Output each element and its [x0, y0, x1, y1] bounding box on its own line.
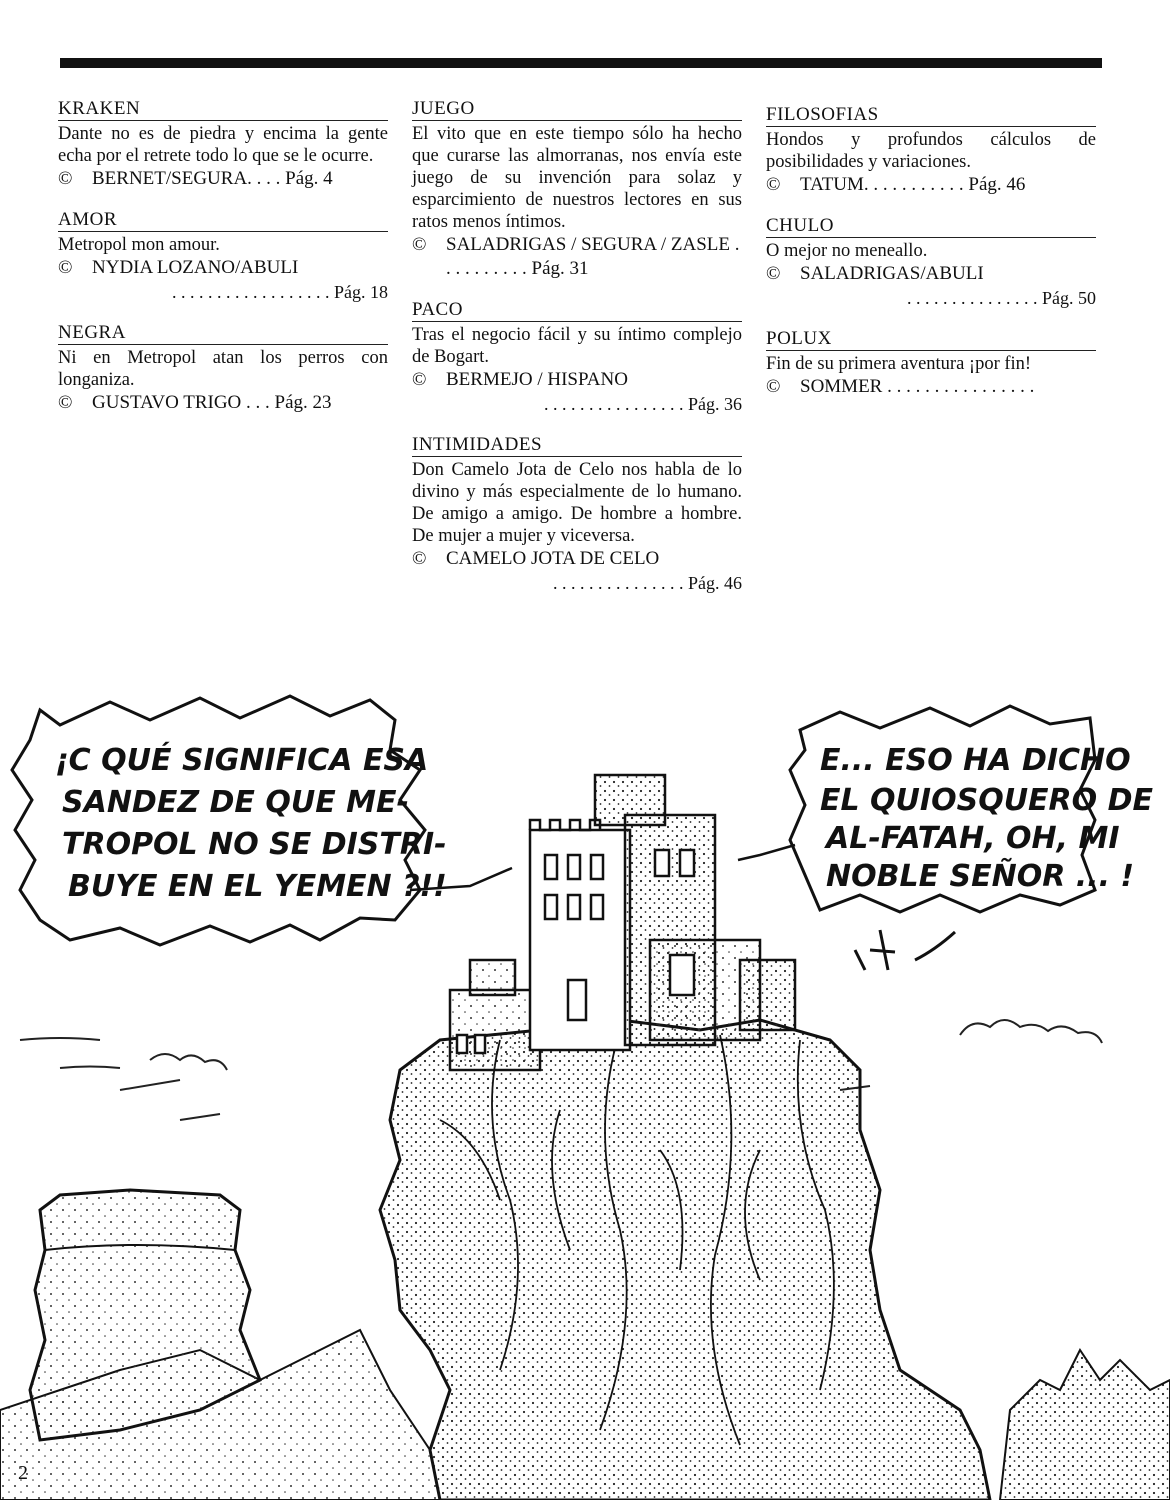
credit-text: BERMEJO / HISPANO: [446, 369, 628, 390]
credit-text: GUSTAVO TRIGO . . . Pág. 23: [92, 392, 332, 413]
bubble-left-line-3: TROPOL NO SE DISTRI-: [62, 827, 447, 862]
credit-text: NYDIA LOZANO/ABULI: [92, 257, 299, 278]
credit-text: BERNET/SEGURA. . . . Pág. 4: [92, 168, 333, 189]
copyright-icon: ©: [412, 234, 427, 255]
entry-juego[interactable]: [412, 98, 742, 281]
entry-title: PACO: [412, 299, 742, 322]
copyright-icon: ©: [412, 548, 427, 569]
entry-title: NEGRA: [58, 322, 388, 345]
entry-negra[interactable]: [58, 322, 388, 415]
copyright-icon: ©: [58, 392, 73, 413]
entry-credit: [58, 391, 388, 415]
right-rocks: [1000, 1350, 1170, 1500]
copyright-icon: ©: [58, 168, 73, 189]
entry-description: Hondos y profundos cálculos de posibilidades y variaciones.: [766, 130, 1096, 172]
entry-chulo[interactable]: [766, 215, 1096, 310]
entry-credit: [58, 256, 388, 280]
entry-credit: [766, 262, 1096, 286]
entry-description: Metropol mon amour.: [58, 235, 220, 255]
entry-description: Tras el negocio fácil y su íntimo complejo de Bogart.: [412, 325, 742, 367]
page-reference: . . . . . . . . . . . . . . . . . . Pág. 18: [172, 282, 388, 302]
entry-description: Fin de su primera aventura ¡por fin!: [766, 354, 1032, 374]
credit-text: CAMELO JOTA DE CELO: [446, 548, 660, 569]
page-number: 2: [18, 1462, 28, 1484]
entry-description: Ni en Metropol atan los perros con longaniza.: [58, 348, 388, 390]
column-left: [58, 98, 388, 433]
speech-bubble-right: [738, 706, 1153, 912]
page-reference: . . . . . . . . . . . . . . . Pág. 46: [553, 573, 742, 593]
bubble-left-line-2: SANDEZ DE QUE ME-: [62, 785, 409, 820]
credit-text: SALADRIGAS / SEGURA / ZASLE . . . . . . . . . . Pág. 31: [446, 234, 740, 279]
credit-text: TATUM. . . . . . . . . . . Pág. 46: [800, 174, 1026, 195]
bubble-right-line-3: AL-FATAH, OH, MI: [826, 821, 1120, 856]
credit-text: SALADRIGAS/ABULI: [800, 263, 984, 284]
page-reference: . . . . . . . . . . . . . . . . Pág. 36: [544, 394, 742, 414]
entry-description: Don Camelo Jota de Celo nos habla de lo divino y más especialmente de lo humano. De amigo a amigo. De hombre a hombre. De mujer a mujer y viceversa.: [412, 460, 742, 546]
entry-title: AMOR: [58, 209, 388, 232]
entry-title: KRAKEN: [58, 98, 388, 121]
entry-title: POLUX: [766, 328, 1096, 351]
bubble-right-line-2: EL QUIOSQUERO DE: [820, 783, 1153, 818]
column-middle: [412, 98, 742, 613]
bubble-left-line-4: BUYE EN EL YEMEN ?!!: [68, 869, 447, 904]
speech-bubble-left: [12, 696, 512, 945]
bubble-left-line-1: ¡C QUÉ SIGNIFICA ESA: [55, 743, 429, 778]
entry-polux[interactable]: [766, 328, 1096, 399]
rock-pillar: [380, 1020, 990, 1500]
column-right: [766, 104, 1096, 417]
copyright-icon: ©: [58, 257, 73, 278]
entry-kraken[interactable]: [58, 98, 388, 191]
entry-credit: [412, 233, 742, 281]
credit-text: SOMMER . . . . . . . . . . . . . . . .: [800, 376, 1035, 397]
page-reference: . . . . . . . . . . . . . . . Pág. 50: [907, 288, 1096, 308]
entry-title: CHULO: [766, 215, 1096, 238]
entry-title: FILOSOFIAS: [766, 104, 1096, 127]
bubble-right-line-1: E... ESO HA DICHO: [820, 743, 1131, 778]
copyright-icon: ©: [766, 263, 781, 284]
entry-amor[interactable]: [58, 209, 388, 304]
entry-credit: [766, 375, 1096, 399]
entry-credit: [58, 167, 388, 191]
entry-title: JUEGO: [412, 98, 742, 121]
header-rule: [60, 58, 1102, 68]
birds: [855, 930, 955, 970]
entry-paco[interactable]: [412, 299, 742, 416]
entry-filosofias[interactable]: [766, 104, 1096, 197]
entry-credit: [766, 173, 1096, 197]
entry-credit: [412, 368, 742, 392]
entry-description: El vito que en este tiempo sólo ha hecho que curarse las almorranas, nos envía este juego de su invención para solaz y esparcimiento de nuestros lectores en sus ratos menos íntimos.: [412, 124, 742, 232]
entry-intimidades[interactable]: [412, 434, 742, 595]
copyright-icon: ©: [412, 369, 427, 390]
entry-credit: [412, 547, 742, 571]
entry-description: Dante no es de piedra y encima la gente echa por el retrete todo lo que se le ocurre.: [58, 124, 388, 166]
copyright-icon: ©: [766, 174, 781, 195]
entry-title: INTIMIDADES: [412, 434, 742, 457]
fortress: [450, 775, 795, 1070]
comic-illustration: [0, 690, 1170, 1500]
entry-description: O mejor no meneallo.: [766, 241, 928, 261]
bubble-right-line-4: NOBLE SEÑOR ... !: [826, 859, 1135, 894]
copyright-icon: ©: [766, 376, 781, 397]
